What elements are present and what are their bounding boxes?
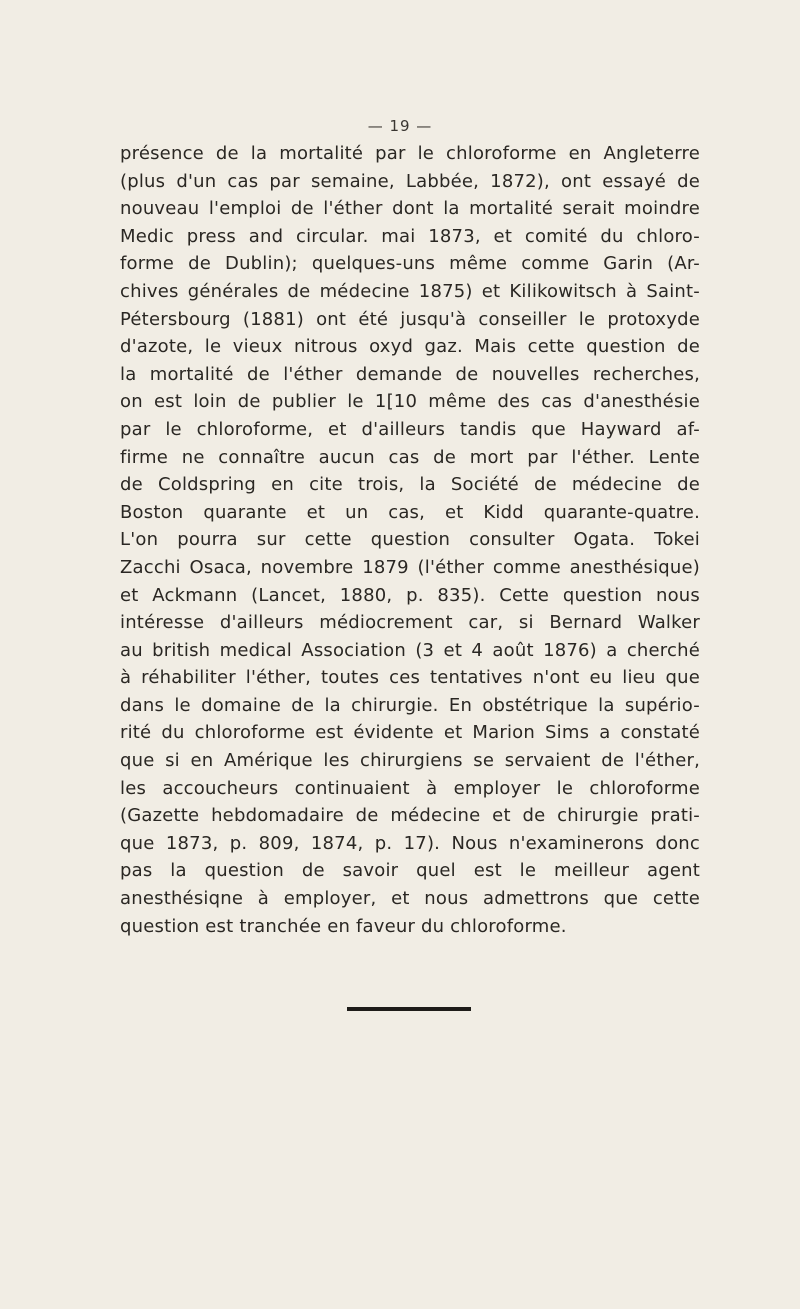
text-line: on est loin de publier le 1[10 même des cas d'anesthésie (120, 391, 700, 413)
text-line: intéresse d'ailleurs médiocrement car, si Bernard Walker (120, 612, 700, 634)
body-paragraph (120, 140, 700, 940)
text-line: de Coldspring en cite trois, la Société de médecine de (120, 474, 700, 496)
text-line: la mortalité de l'éther demande de nouvelles recherches, (120, 363, 700, 385)
text-line: que si en Amérique les chirurgiens se servaient de l'éther, (120, 750, 700, 772)
text-line: Medic press and circular. mai 1873, et comité du chloro- (120, 225, 700, 247)
text-line: à réhabiliter l'éther, toutes ces tentatives n'ont eu lieu que (120, 667, 700, 689)
text-line: chives générales de médecine 1875) et Kilikowitsch à Saint- (120, 280, 700, 302)
text-line: d'azote, le vieux nitrous oxyd gaz. Mais cette question de (120, 336, 700, 358)
text-line: (plus d'un cas par semaine, Labbée, 1872), ont essayé de (120, 170, 700, 192)
text-line: nouveau l'emploi de l'éther dont la mortalité serait moindre (120, 198, 700, 220)
text-line: forme de Dublin); quelques-uns même comme Garin (Ar- (120, 253, 700, 275)
text-line: question est tranchée en faveur du chloroforme. (120, 915, 567, 937)
text-line: Zacchi Osaca, novembre 1879 (l'éther comme anesthésique) (120, 556, 700, 578)
text-line: rité du chloroforme est évidente et Marion Sims a constaté (120, 722, 700, 744)
text-line: présence de la mortalité par le chloroforme en Angleterre (120, 143, 700, 164)
text-line: Pétersbourg (1881) ont été jusqu'à conseiller le protoxyde (120, 308, 700, 330)
text-line: pas la question de savoir quel est le meilleur agent (120, 860, 700, 882)
text-line: que 1873, p. 809, 1874, p. 17). Nous n'examinerons donc (120, 832, 700, 854)
text-line: au british medical Association (3 et 4 août 1876) a cherché (120, 639, 700, 661)
text-line: Boston quarante et un cas, et Kidd quarante-quatre. (120, 501, 700, 523)
text-line: et Ackmann (Lancet, 1880, p. 835). Cette question nous (120, 584, 700, 606)
text-line: anesthésiqne à employer, et nous admettrons que cette (120, 888, 700, 910)
text-line: les accoucheurs continuaient à employer le chloroforme (120, 777, 700, 799)
text-line: L'on pourra sur cette question consulter Ogata. Tokei (120, 529, 700, 551)
page-number: — 19 — (367, 117, 433, 135)
section-divider (347, 1007, 471, 1011)
text-line: dans le domaine de la chirurgie. En obstétrique la supério- (120, 694, 700, 716)
text-line: (Gazette hebdomadaire de médecine et de chirurgie prati- (120, 805, 700, 827)
text-line: firme ne connaître aucun cas de mort par l'éther. Lente (120, 446, 700, 468)
text-line: par le chloroforme, et d'ailleurs tandis que Hayward af- (120, 418, 700, 440)
